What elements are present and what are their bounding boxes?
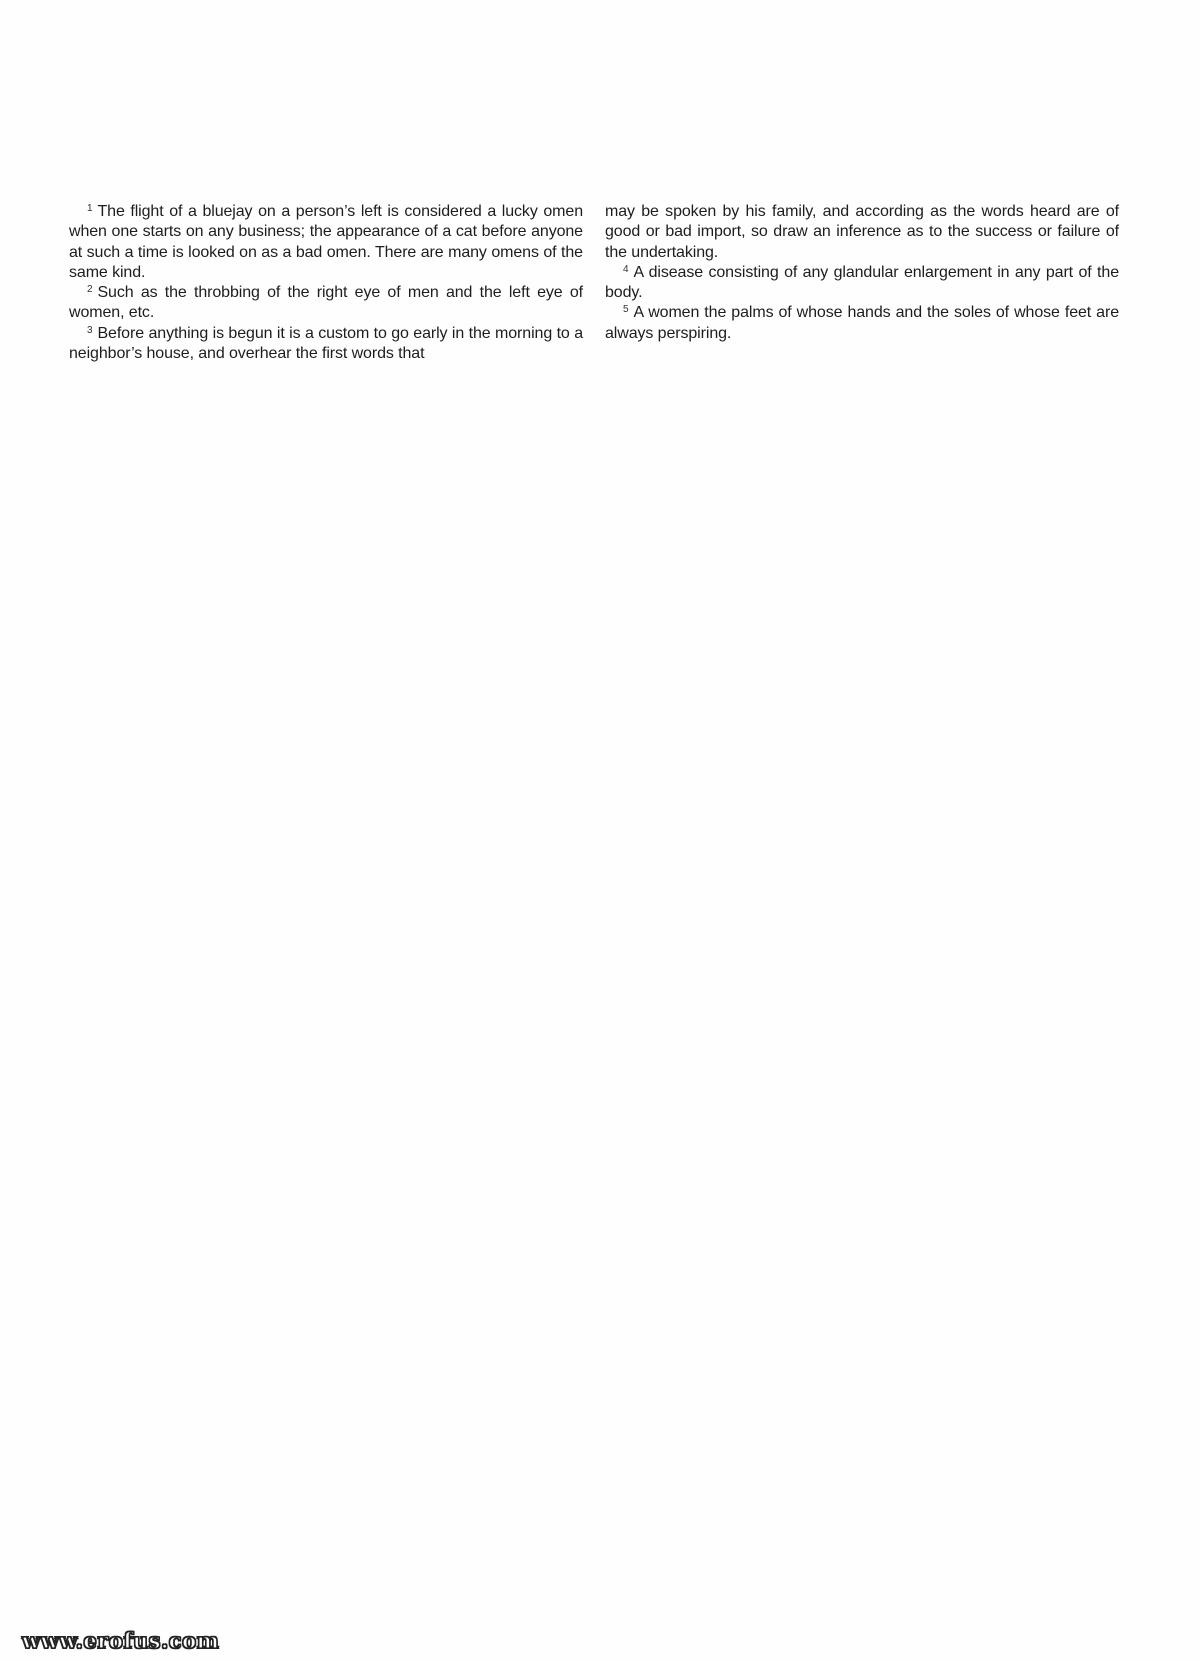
footnotes-right-column <box>605 202 1119 364</box>
site-watermark: www.erofus.com <box>22 1628 220 1653</box>
footnotes-left-column <box>69 202 583 364</box>
footnote-3 <box>69 324 583 365</box>
footnote-marker: 1 <box>87 203 93 214</box>
footnote-text: The flight of a bluejay on a person’s left is considered a lucky omen when one starts on any business; the appearance of a cat before anyone at such a time is looked on as a bad omen. There are many omens of the same kind. <box>69 203 583 281</box>
footnotes-section <box>69 202 1119 364</box>
footnote-3-continued <box>605 202 1119 263</box>
footnote-marker: 4 <box>623 263 629 275</box>
footnote-4 <box>605 263 1119 304</box>
footnote-text: A women the palms of whose hands and the soles of whose feet are always perspiring. <box>605 304 1119 342</box>
footnote-marker: 3 <box>87 324 93 336</box>
footnote-text: Before anything is begun it is a custom to go early in the morning to a neighbor’s house, and overhear the first words that <box>69 324 583 363</box>
footnote-text: may be spoken by his family, and according as the words heard are of good or bad import, so draw an inference as to the success or failure of the undertaking. <box>605 203 1119 261</box>
footnote-5 <box>605 303 1119 344</box>
footnote-text: Such as the throbbing of the right eye of men and the left eye of women, etc. <box>69 284 583 322</box>
footnote-2 <box>69 283 583 324</box>
footnote-marker: 5 <box>623 304 629 316</box>
footnote-text: A disease consisting of any glandular enlargement in any part of the body. <box>605 263 1119 302</box>
footnote-marker: 2 <box>87 284 93 296</box>
footnote-1 <box>69 202 583 283</box>
